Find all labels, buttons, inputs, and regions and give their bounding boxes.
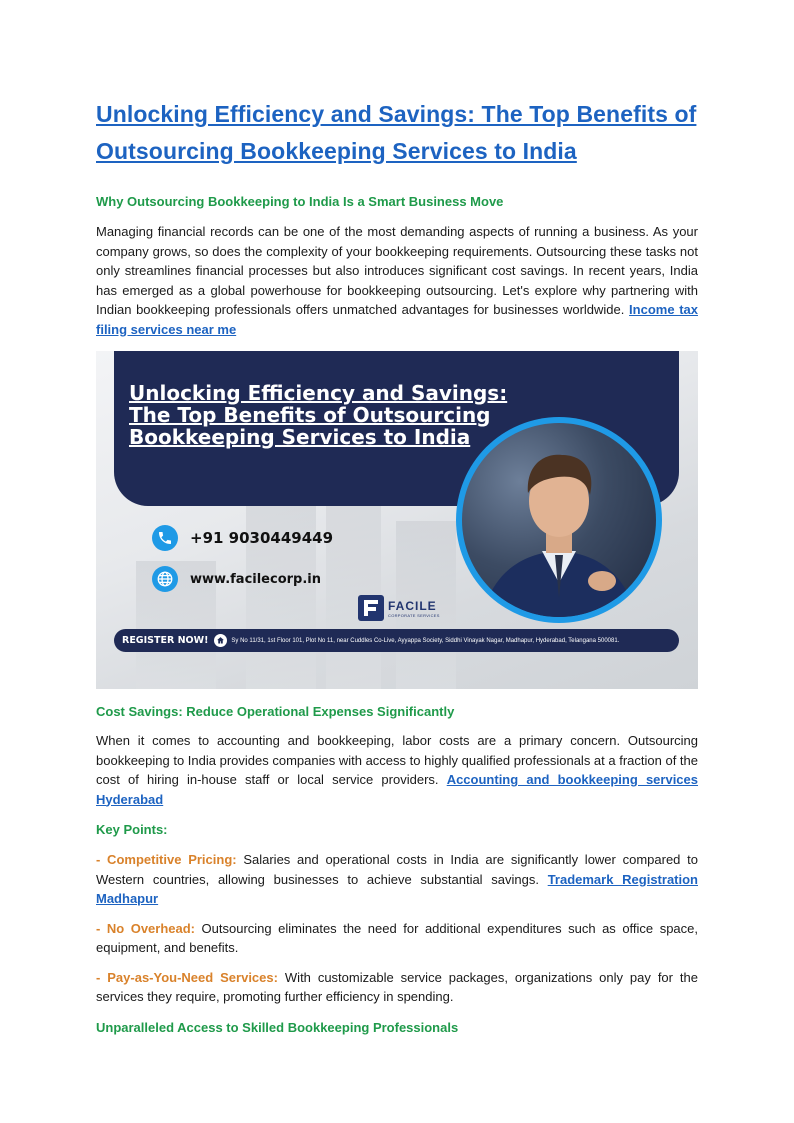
facile-logo xyxy=(358,595,440,621)
home-icon xyxy=(214,634,227,647)
facile-logo-mark xyxy=(358,595,384,621)
register-now-button[interactable]: REGISTER NOW! xyxy=(122,635,209,646)
accounting-services-link[interactable]: Accounting and bookkeeping services Hyderabad xyxy=(96,772,699,807)
banner-website: www.facilecorp.in xyxy=(190,571,322,587)
article xyxy=(96,96,698,1037)
section-heading-skilled: Unparalleled Access to Skilled Bookkeeping Professionals xyxy=(96,1019,459,1035)
key-point-item xyxy=(96,919,698,958)
title-line-2: Outsourcing Bookkeeping Services to India xyxy=(96,138,577,164)
register-bar xyxy=(114,629,679,652)
banner-phone-row xyxy=(152,525,333,551)
office-address: Sy No 11/31, 1st Floor 101, Plot No 11, near Cuddles Co-Live, Ayyappa Society, Siddhi Vinayak Nagar, Madhapur, Hyderabad, Telangana 500081. xyxy=(231,637,620,644)
trademark-registration-link[interactable]: Trademark Registration Madhapur xyxy=(96,871,698,906)
key-point-label: - Competitive Pricing: xyxy=(96,852,237,867)
key-point-text: With customizable service packages, organizations only pay for the services they require, promoting further efficiency in spending. xyxy=(96,969,698,1004)
key-points-heading: Key Points: xyxy=(96,822,168,837)
article-title xyxy=(96,96,698,170)
phone-icon xyxy=(152,525,178,551)
section-heading-cost: Cost Savings: Reduce Operational Expenses Significantly xyxy=(96,704,455,719)
key-point-label: - Pay-as-You-Need Services: xyxy=(96,969,278,985)
key-point-label: - No Overhead: xyxy=(96,920,196,936)
globe-icon xyxy=(152,566,178,592)
banner-title-line: Unlocking Efficiency and Savings: xyxy=(129,381,508,405)
banner-phone: +91 9030449449 xyxy=(190,529,334,547)
promo-banner xyxy=(96,351,698,689)
cost-paragraph xyxy=(96,731,698,809)
key-point-text: Salaries and operational costs in India are significantly lower compared to Western countries, allowing businesses to achieve substantial savings. xyxy=(96,852,698,887)
banner-title-line: Bookkeeping Services to India xyxy=(129,425,471,449)
intro-text: Managing financial records can be one of the most demanding aspects of running a business. As your company grows, so does the complexity of your bookkeeping requirements. Outsourcing these tasks not only streamlines financial processes but also introduces significant cost savings. In recent years, India has emerged as a global powerhouse for bookkeeping outsourcing. Let's explore why partnering with Indian bookkeeping professionals offers unmatched advantages for businesses worldwide. xyxy=(96,224,698,317)
businessman-photo xyxy=(456,417,662,623)
key-point-text: Outsourcing eliminates the need for additional expenditures such as office space, equipment, and benefits. xyxy=(96,920,698,955)
facile-logo-subtitle: CORPORATE SERVICES xyxy=(388,612,440,618)
banner-title xyxy=(129,382,519,448)
cost-text: When it comes to accounting and bookkeeping, labor costs are a primary concern. Outsourcing bookkeeping to India provides companies with access to highly qualified professionals at a fraction of the cost of hiring in-house staff or local service providers. xyxy=(96,733,698,787)
intro-paragraph xyxy=(96,222,698,339)
banner-web-row xyxy=(152,566,321,592)
banner-title-line: The Top Benefits of Outsourcing xyxy=(129,403,491,427)
income-tax-link[interactable]: Income tax filing services near me xyxy=(96,302,698,337)
title-line-1: Unlocking Efficiency and Savings: The Top Benefits of xyxy=(96,101,697,127)
section-heading-why: Why Outsourcing Bookkeeping to India Is a Smart Business Move xyxy=(96,194,504,209)
key-point-item xyxy=(96,850,698,909)
facile-logo-name: FACILE xyxy=(388,598,437,613)
key-point-item xyxy=(96,968,698,1007)
